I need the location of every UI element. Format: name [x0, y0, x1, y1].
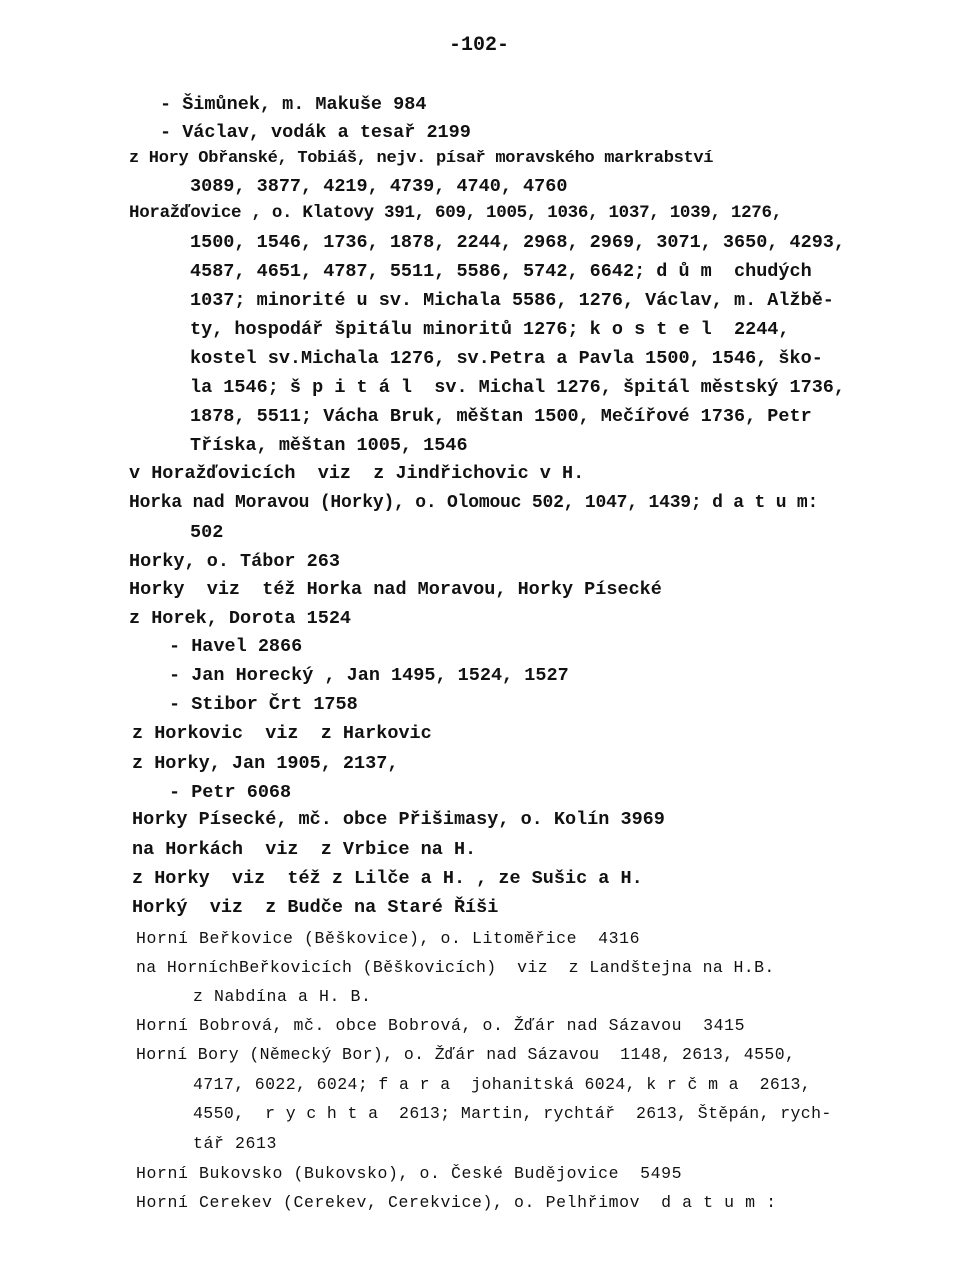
entry-line: z Horky, Jan 1905, 2137,	[132, 753, 399, 774]
page-number: -102-	[449, 34, 510, 57]
entry-line: Horní Beřkovice (Běškovice), o. Litoměřice 4316	[136, 929, 641, 948]
entry-line: 3089, 3877, 4219, 4739, 4740, 4760	[190, 176, 568, 197]
entry-line: - Stibor Črt 1758	[169, 694, 358, 715]
entry-line: la 1546; š p i t á l sv. Michal 1276, špitál městský 1736,	[190, 377, 846, 398]
entry-line: Horky Písecké, mč. obce Přišimasy, o. Kolín 3969	[132, 809, 665, 830]
entry-line: Horažďovice , o. Klatovy 391, 609, 1005, 1036, 1037, 1039, 1276,	[129, 203, 782, 223]
entry-line: - Šimůnek, m. Makuše 984	[160, 94, 427, 115]
entry-line: kostel sv.Michala 1276, sv.Petra a Pavla 1500, 1546, ško-	[190, 348, 823, 369]
entry-line: Horký viz z Budče na Staré Říši	[132, 897, 499, 918]
entry-line: 1037; minorité u sv. Michala 5586, 1276, Václav, m. Alžbě-	[190, 290, 834, 311]
entry-line: Horní Bukovsko (Bukovsko), o. České Budějovice 5495	[136, 1164, 683, 1183]
entry-line: v Horažďovicích viz z Jindřichovic v H.	[129, 463, 585, 484]
entry-line: 4550, r y c h t a 2613; Martin, rychtář 2613, Štěpán, rych-	[193, 1104, 832, 1123]
entry-line: - Václav, vodák a tesař 2199	[160, 122, 471, 143]
entry-line: z Nabdína a H. B.	[193, 987, 372, 1006]
entry-line: 502	[190, 522, 224, 543]
entry-line: Horka nad Moravou (Horky), o. Olomouc 502, 1047, 1439; d a t u m:	[129, 493, 819, 513]
entry-line: - Havel 2866	[169, 636, 303, 657]
entry-line: na Horkách viz z Vrbice na H.	[132, 839, 477, 860]
entry-line: 1500, 1546, 1736, 1878, 2244, 2968, 2969, 3071, 3650, 4293,	[190, 232, 846, 253]
entry-line: z Horkovic viz z Harkovic	[132, 723, 432, 744]
entry-line: Horní Bory (Německý Bor), o. Žďár nad Sázavou 1148, 2613, 4550,	[136, 1045, 796, 1064]
entry-line: tář 2613	[193, 1134, 278, 1153]
entry-line: na HorníchBeřkovicích (Běškovicích) viz z Landštejna na H.B.	[136, 958, 775, 977]
entry-line: Tříska, měštan 1005, 1546	[190, 435, 468, 456]
entry-line: Horky, o. Tábor 263	[129, 551, 340, 572]
entry-line: ty, hospodář špitálu minoritů 1276; k o s t e l 2244,	[190, 319, 790, 340]
entry-line: 4717, 6022, 6024; f a r a johanitská 6024, k r č m a 2613,	[193, 1075, 812, 1094]
entry-line: - Jan Horecký , Jan 1495, 1524, 1527	[169, 665, 569, 686]
entry-line: z Horky viz též z Lilče a H. , ze Sušic a H.	[132, 868, 643, 889]
entry-line: Horní Bobrová, mč. obce Bobrová, o. Žďár nad Sázavou 3415	[136, 1016, 746, 1035]
entry-line: Horky viz též Horka nad Moravou, Horky Písecké	[129, 579, 662, 600]
entry-line: z Hory Obřanské, Tobiáš, nejv. písař moravského markrabství	[129, 149, 714, 168]
entry-line: Horní Cerekev (Cerekev, Cerekvice), o. Pelhřimov d a t u m :	[136, 1193, 777, 1212]
entry-line: 4587, 4651, 4787, 5511, 5586, 5742, 6642; d ů m chudých	[190, 261, 812, 282]
entry-line: - Petr 6068	[169, 782, 292, 803]
entry-line: 1878, 5511; Vácha Bruk, měštan 1500, Mečířové 1736, Petr	[190, 406, 812, 427]
entry-line: z Horek, Dorota 1524	[129, 608, 352, 629]
